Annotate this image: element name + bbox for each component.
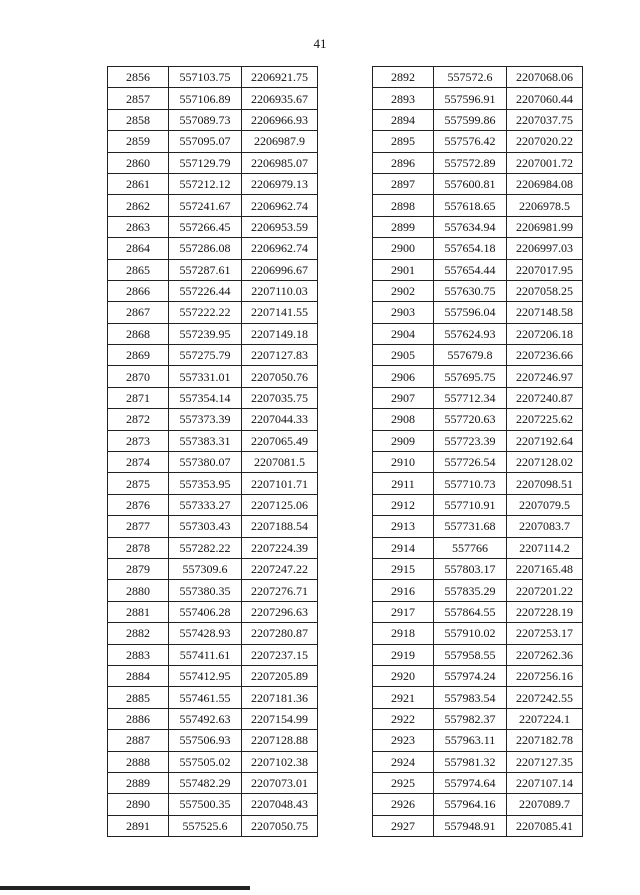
point-number-cell: 2911 xyxy=(373,473,434,494)
table-row xyxy=(108,238,318,259)
point-number-cell: 2865 xyxy=(108,259,169,280)
point-number-cell: 2899 xyxy=(373,216,434,237)
y-coordinate-cell: 2207107.14 xyxy=(507,772,583,793)
y-coordinate-cell: 2207050.75 xyxy=(242,815,318,836)
table-row xyxy=(373,259,583,280)
point-number-cell: 2901 xyxy=(373,259,434,280)
table-row xyxy=(108,665,318,686)
point-number-cell: 2915 xyxy=(373,558,434,579)
y-coordinate-cell: 2207083.7 xyxy=(507,516,583,537)
x-coordinate-cell: 557282.22 xyxy=(169,537,242,558)
table-row xyxy=(373,430,583,451)
point-number-cell: 2859 xyxy=(108,131,169,152)
point-number-cell: 2881 xyxy=(108,601,169,622)
point-number-cell: 2905 xyxy=(373,345,434,366)
y-coordinate-cell: 2207192.64 xyxy=(507,430,583,451)
y-coordinate-cell: 2207128.02 xyxy=(507,452,583,473)
point-number-cell: 2904 xyxy=(373,323,434,344)
table-row xyxy=(108,173,318,194)
point-number-cell: 2874 xyxy=(108,452,169,473)
y-coordinate-cell: 2207276.71 xyxy=(242,580,318,601)
y-coordinate-cell: 2207044.33 xyxy=(242,409,318,430)
x-coordinate-cell: 557353.95 xyxy=(169,473,242,494)
y-coordinate-cell: 2207182.78 xyxy=(507,730,583,751)
y-coordinate-cell: 2207114.2 xyxy=(507,537,583,558)
point-number-cell: 2902 xyxy=(373,280,434,301)
x-coordinate-cell: 557095.07 xyxy=(169,131,242,152)
x-coordinate-cell: 557373.39 xyxy=(169,409,242,430)
table-row xyxy=(373,751,583,772)
y-coordinate-cell: 2206979.13 xyxy=(242,173,318,194)
table-row xyxy=(373,195,583,216)
x-coordinate-cell: 557634.94 xyxy=(434,216,507,237)
table-row xyxy=(108,152,318,173)
table-row xyxy=(108,131,318,152)
point-number-cell: 2858 xyxy=(108,109,169,130)
table-row xyxy=(108,558,318,579)
table-row xyxy=(373,623,583,644)
table-row xyxy=(373,452,583,473)
point-number-cell: 2921 xyxy=(373,687,434,708)
table-row xyxy=(108,452,318,473)
x-coordinate-cell: 557411.61 xyxy=(169,644,242,665)
table-row xyxy=(108,537,318,558)
x-coordinate-cell: 557983.54 xyxy=(434,687,507,708)
y-coordinate-cell: 2207237.15 xyxy=(242,644,318,665)
point-number-cell: 2867 xyxy=(108,302,169,323)
y-coordinate-cell: 2207101.71 xyxy=(242,473,318,494)
footer-rule xyxy=(0,886,250,890)
x-coordinate-cell: 557303.43 xyxy=(169,516,242,537)
y-coordinate-cell: 2207242.55 xyxy=(507,687,583,708)
y-coordinate-cell: 2207048.43 xyxy=(242,794,318,815)
table-row xyxy=(108,687,318,708)
table-row xyxy=(373,558,583,579)
x-coordinate-cell: 557695.75 xyxy=(434,366,507,387)
y-coordinate-cell: 2207128.88 xyxy=(242,730,318,751)
x-coordinate-cell: 557380.07 xyxy=(169,452,242,473)
x-coordinate-cell: 557089.73 xyxy=(169,109,242,130)
x-coordinate-cell: 557286.08 xyxy=(169,238,242,259)
point-number-cell: 2866 xyxy=(108,280,169,301)
table-row xyxy=(373,815,583,836)
y-coordinate-cell: 2207141.55 xyxy=(242,302,318,323)
point-number-cell: 2910 xyxy=(373,452,434,473)
table-row xyxy=(108,345,318,366)
point-number-cell: 2878 xyxy=(108,537,169,558)
point-number-cell: 2882 xyxy=(108,623,169,644)
x-coordinate-cell: 557492.63 xyxy=(169,708,242,729)
x-coordinate-cell: 557948.91 xyxy=(434,815,507,836)
y-coordinate-cell: 2207102.38 xyxy=(242,751,318,772)
x-coordinate-cell: 557129.79 xyxy=(169,152,242,173)
point-number-cell: 2889 xyxy=(108,772,169,793)
y-coordinate-cell: 2207206.18 xyxy=(507,323,583,344)
point-number-cell: 2920 xyxy=(373,665,434,686)
y-coordinate-cell: 2206953.59 xyxy=(242,216,318,237)
x-coordinate-cell: 557712.34 xyxy=(434,387,507,408)
table-row xyxy=(108,366,318,387)
x-coordinate-cell: 557266.45 xyxy=(169,216,242,237)
table-row xyxy=(108,67,318,88)
y-coordinate-cell: 2207098.51 xyxy=(507,473,583,494)
point-number-cell: 2880 xyxy=(108,580,169,601)
y-coordinate-cell: 2207149.18 xyxy=(242,323,318,344)
y-coordinate-cell: 2207001.72 xyxy=(507,152,583,173)
table-row xyxy=(373,772,583,793)
y-coordinate-cell: 2207228.19 xyxy=(507,601,583,622)
x-coordinate-cell: 557618.65 xyxy=(434,195,507,216)
point-number-cell: 2895 xyxy=(373,131,434,152)
y-coordinate-cell: 2207068.06 xyxy=(507,67,583,88)
x-coordinate-cell: 557974.24 xyxy=(434,665,507,686)
point-number-cell: 2912 xyxy=(373,494,434,515)
table-row xyxy=(108,601,318,622)
x-coordinate-cell: 557354.14 xyxy=(169,387,242,408)
point-number-cell: 2890 xyxy=(108,794,169,815)
point-number-cell: 2893 xyxy=(373,88,434,109)
table-row xyxy=(108,387,318,408)
y-coordinate-cell: 2207060.44 xyxy=(507,88,583,109)
y-coordinate-cell: 2207058.25 xyxy=(507,280,583,301)
table-row xyxy=(108,195,318,216)
y-coordinate-cell: 2206997.03 xyxy=(507,238,583,259)
y-coordinate-cell: 2207081.5 xyxy=(242,452,318,473)
table-row xyxy=(108,216,318,237)
point-number-cell: 2875 xyxy=(108,473,169,494)
point-number-cell: 2868 xyxy=(108,323,169,344)
point-number-cell: 2914 xyxy=(373,537,434,558)
y-coordinate-cell: 2207050.76 xyxy=(242,366,318,387)
x-coordinate-cell: 557383.31 xyxy=(169,430,242,451)
x-coordinate-cell: 557864.55 xyxy=(434,601,507,622)
x-coordinate-cell: 557720.63 xyxy=(434,409,507,430)
table-row xyxy=(373,665,583,686)
point-number-cell: 2918 xyxy=(373,623,434,644)
x-coordinate-cell: 557380.35 xyxy=(169,580,242,601)
table-row xyxy=(373,109,583,130)
y-coordinate-cell: 2207154.99 xyxy=(242,708,318,729)
x-coordinate-cell: 557505.02 xyxy=(169,751,242,772)
y-coordinate-cell: 2207205.89 xyxy=(242,665,318,686)
x-coordinate-cell: 557596.91 xyxy=(434,88,507,109)
table-row xyxy=(373,131,583,152)
y-coordinate-cell: 2207020.22 xyxy=(507,131,583,152)
y-coordinate-cell: 2207225.62 xyxy=(507,409,583,430)
table-row xyxy=(373,516,583,537)
y-coordinate-cell: 2207127.83 xyxy=(242,345,318,366)
x-coordinate-cell: 557275.79 xyxy=(169,345,242,366)
y-coordinate-cell: 2206962.74 xyxy=(242,238,318,259)
x-coordinate-cell: 557710.73 xyxy=(434,473,507,494)
point-number-cell: 2916 xyxy=(373,580,434,601)
x-coordinate-cell: 557500.35 xyxy=(169,794,242,815)
point-number-cell: 2864 xyxy=(108,238,169,259)
table-row xyxy=(108,516,318,537)
table-row xyxy=(373,601,583,622)
y-coordinate-cell: 2207017.95 xyxy=(507,259,583,280)
y-coordinate-cell: 2207236.66 xyxy=(507,345,583,366)
x-coordinate-cell: 557222.22 xyxy=(169,302,242,323)
point-number-cell: 2862 xyxy=(108,195,169,216)
y-coordinate-cell: 2207280.87 xyxy=(242,623,318,644)
table-row xyxy=(108,794,318,815)
x-coordinate-cell: 557406.28 xyxy=(169,601,242,622)
point-number-cell: 2877 xyxy=(108,516,169,537)
y-coordinate-cell: 2207085.41 xyxy=(507,815,583,836)
point-number-cell: 2925 xyxy=(373,772,434,793)
table-row xyxy=(108,580,318,601)
y-coordinate-cell: 2206984.08 xyxy=(507,173,583,194)
table-row xyxy=(373,345,583,366)
table-row xyxy=(373,302,583,323)
table-row xyxy=(373,409,583,430)
y-coordinate-cell: 2207253.17 xyxy=(507,623,583,644)
coordinates-table-left xyxy=(107,66,318,837)
point-number-cell: 2869 xyxy=(108,345,169,366)
table-row xyxy=(373,323,583,344)
x-coordinate-cell: 557212.12 xyxy=(169,173,242,194)
point-number-cell: 2885 xyxy=(108,687,169,708)
y-coordinate-cell: 2206935.67 xyxy=(242,88,318,109)
y-coordinate-cell: 2206962.74 xyxy=(242,195,318,216)
table-row xyxy=(108,494,318,515)
x-coordinate-cell: 557506.93 xyxy=(169,730,242,751)
x-coordinate-cell: 557974.64 xyxy=(434,772,507,793)
x-coordinate-cell: 557309.6 xyxy=(169,558,242,579)
point-number-cell: 2896 xyxy=(373,152,434,173)
table-row xyxy=(108,772,318,793)
point-number-cell: 2903 xyxy=(373,302,434,323)
y-coordinate-cell: 2207073.01 xyxy=(242,772,318,793)
table-row xyxy=(373,580,583,601)
x-coordinate-cell: 557963.11 xyxy=(434,730,507,751)
x-coordinate-cell: 557333.27 xyxy=(169,494,242,515)
table-row xyxy=(108,259,318,280)
x-coordinate-cell: 557103.75 xyxy=(169,67,242,88)
table-row xyxy=(108,409,318,430)
x-coordinate-cell: 557596.04 xyxy=(434,302,507,323)
x-coordinate-cell: 557226.44 xyxy=(169,280,242,301)
x-coordinate-cell: 557461.55 xyxy=(169,687,242,708)
point-number-cell: 2888 xyxy=(108,751,169,772)
x-coordinate-cell: 557239.95 xyxy=(169,323,242,344)
page-number: 41 xyxy=(313,36,327,51)
point-number-cell: 2857 xyxy=(108,88,169,109)
x-coordinate-cell: 557731.68 xyxy=(434,516,507,537)
table-row xyxy=(373,238,583,259)
x-coordinate-cell: 557710.91 xyxy=(434,494,507,515)
table-row xyxy=(108,751,318,772)
y-coordinate-cell: 2206921.75 xyxy=(242,67,318,88)
y-coordinate-cell: 2207110.03 xyxy=(242,280,318,301)
x-coordinate-cell: 557428.93 xyxy=(169,623,242,644)
table-row xyxy=(108,323,318,344)
table-row xyxy=(373,473,583,494)
point-number-cell: 2906 xyxy=(373,366,434,387)
y-coordinate-cell: 2207188.54 xyxy=(242,516,318,537)
y-coordinate-cell: 2206985.07 xyxy=(242,152,318,173)
x-coordinate-cell: 557482.29 xyxy=(169,772,242,793)
point-number-cell: 2860 xyxy=(108,152,169,173)
table-row xyxy=(373,280,583,301)
y-coordinate-cell: 2207125.06 xyxy=(242,494,318,515)
table-row xyxy=(373,67,583,88)
point-number-cell: 2891 xyxy=(108,815,169,836)
y-coordinate-cell: 2207262.36 xyxy=(507,644,583,665)
y-coordinate-cell: 2207246.97 xyxy=(507,366,583,387)
x-coordinate-cell: 557766 xyxy=(434,537,507,558)
x-coordinate-cell: 557654.44 xyxy=(434,259,507,280)
table-row xyxy=(373,687,583,708)
y-coordinate-cell: 2207224.39 xyxy=(242,537,318,558)
table-row xyxy=(108,473,318,494)
x-coordinate-cell: 557981.32 xyxy=(434,751,507,772)
x-coordinate-cell: 557723.39 xyxy=(434,430,507,451)
table-row xyxy=(108,815,318,836)
x-coordinate-cell: 557572.89 xyxy=(434,152,507,173)
table-row xyxy=(108,109,318,130)
y-coordinate-cell: 2207256.16 xyxy=(507,665,583,686)
table-row xyxy=(373,366,583,387)
y-coordinate-cell: 2207065.49 xyxy=(242,430,318,451)
table-row xyxy=(373,216,583,237)
point-number-cell: 2870 xyxy=(108,366,169,387)
y-coordinate-cell: 2207165.48 xyxy=(507,558,583,579)
point-number-cell: 2924 xyxy=(373,751,434,772)
point-number-cell: 2879 xyxy=(108,558,169,579)
y-coordinate-cell: 2207224.1 xyxy=(507,708,583,729)
x-coordinate-cell: 557910.02 xyxy=(434,623,507,644)
table-row xyxy=(108,644,318,665)
table-row xyxy=(108,280,318,301)
point-number-cell: 2898 xyxy=(373,195,434,216)
x-coordinate-cell: 557964.16 xyxy=(434,794,507,815)
y-coordinate-cell: 2207035.75 xyxy=(242,387,318,408)
table-row xyxy=(108,623,318,644)
x-coordinate-cell: 557287.61 xyxy=(169,259,242,280)
y-coordinate-cell: 2206987.9 xyxy=(242,131,318,152)
table-row xyxy=(373,794,583,815)
x-coordinate-cell: 557726.54 xyxy=(434,452,507,473)
table-row xyxy=(108,708,318,729)
y-coordinate-cell: 2207247.22 xyxy=(242,558,318,579)
point-number-cell: 2909 xyxy=(373,430,434,451)
point-number-cell: 2892 xyxy=(373,67,434,88)
table-row xyxy=(108,430,318,451)
y-coordinate-cell: 2207079.5 xyxy=(507,494,583,515)
x-coordinate-cell: 557654.18 xyxy=(434,238,507,259)
y-coordinate-cell: 2206981.99 xyxy=(507,216,583,237)
point-number-cell: 2876 xyxy=(108,494,169,515)
x-coordinate-cell: 557599.86 xyxy=(434,109,507,130)
point-number-cell: 2873 xyxy=(108,430,169,451)
table-row xyxy=(373,494,583,515)
table-row xyxy=(373,730,583,751)
y-coordinate-cell: 2207201.22 xyxy=(507,580,583,601)
x-coordinate-cell: 557803.17 xyxy=(434,558,507,579)
y-coordinate-cell: 2207240.87 xyxy=(507,387,583,408)
point-number-cell: 2900 xyxy=(373,238,434,259)
x-coordinate-cell: 557630.75 xyxy=(434,280,507,301)
x-coordinate-cell: 557982.37 xyxy=(434,708,507,729)
y-coordinate-cell: 2207089.7 xyxy=(507,794,583,815)
x-coordinate-cell: 557525.6 xyxy=(169,815,242,836)
point-number-cell: 2926 xyxy=(373,794,434,815)
point-number-cell: 2884 xyxy=(108,665,169,686)
y-coordinate-cell: 2207127.35 xyxy=(507,751,583,772)
point-number-cell: 2919 xyxy=(373,644,434,665)
table-row xyxy=(373,173,583,194)
table-row xyxy=(108,88,318,109)
y-coordinate-cell: 2207296.63 xyxy=(242,601,318,622)
coordinates-table-right xyxy=(372,66,583,837)
x-coordinate-cell: 557331.01 xyxy=(169,366,242,387)
point-number-cell: 2927 xyxy=(373,815,434,836)
point-number-cell: 2871 xyxy=(108,387,169,408)
table-row xyxy=(108,730,318,751)
y-coordinate-cell: 2206996.67 xyxy=(242,259,318,280)
table-row xyxy=(373,88,583,109)
y-coordinate-cell: 2207181.36 xyxy=(242,687,318,708)
point-number-cell: 2894 xyxy=(373,109,434,130)
table-row xyxy=(373,152,583,173)
point-number-cell: 2922 xyxy=(373,708,434,729)
point-number-cell: 2887 xyxy=(108,730,169,751)
x-coordinate-cell: 557624.93 xyxy=(434,323,507,344)
x-coordinate-cell: 557572.6 xyxy=(434,67,507,88)
y-coordinate-cell: 2206978.5 xyxy=(507,195,583,216)
point-number-cell: 2907 xyxy=(373,387,434,408)
x-coordinate-cell: 557835.29 xyxy=(434,580,507,601)
x-coordinate-cell: 557600.81 xyxy=(434,173,507,194)
table-row xyxy=(373,387,583,408)
point-number-cell: 2913 xyxy=(373,516,434,537)
x-coordinate-cell: 557958.55 xyxy=(434,644,507,665)
table-row xyxy=(373,537,583,558)
point-number-cell: 2883 xyxy=(108,644,169,665)
x-coordinate-cell: 557412.95 xyxy=(169,665,242,686)
x-coordinate-cell: 557576.42 xyxy=(434,131,507,152)
y-coordinate-cell: 2206966.93 xyxy=(242,109,318,130)
x-coordinate-cell: 557241.67 xyxy=(169,195,242,216)
table-row xyxy=(373,644,583,665)
y-coordinate-cell: 2207037.75 xyxy=(507,109,583,130)
point-number-cell: 2886 xyxy=(108,708,169,729)
point-number-cell: 2897 xyxy=(373,173,434,194)
point-number-cell: 2863 xyxy=(108,216,169,237)
point-number-cell: 2923 xyxy=(373,730,434,751)
point-number-cell: 2917 xyxy=(373,601,434,622)
x-coordinate-cell: 557679.8 xyxy=(434,345,507,366)
table-row xyxy=(108,302,318,323)
point-number-cell: 2861 xyxy=(108,173,169,194)
y-coordinate-cell: 2207148.58 xyxy=(507,302,583,323)
x-coordinate-cell: 557106.89 xyxy=(169,88,242,109)
table-row xyxy=(373,708,583,729)
point-number-cell: 2856 xyxy=(108,67,169,88)
point-number-cell: 2908 xyxy=(373,409,434,430)
point-number-cell: 2872 xyxy=(108,409,169,430)
